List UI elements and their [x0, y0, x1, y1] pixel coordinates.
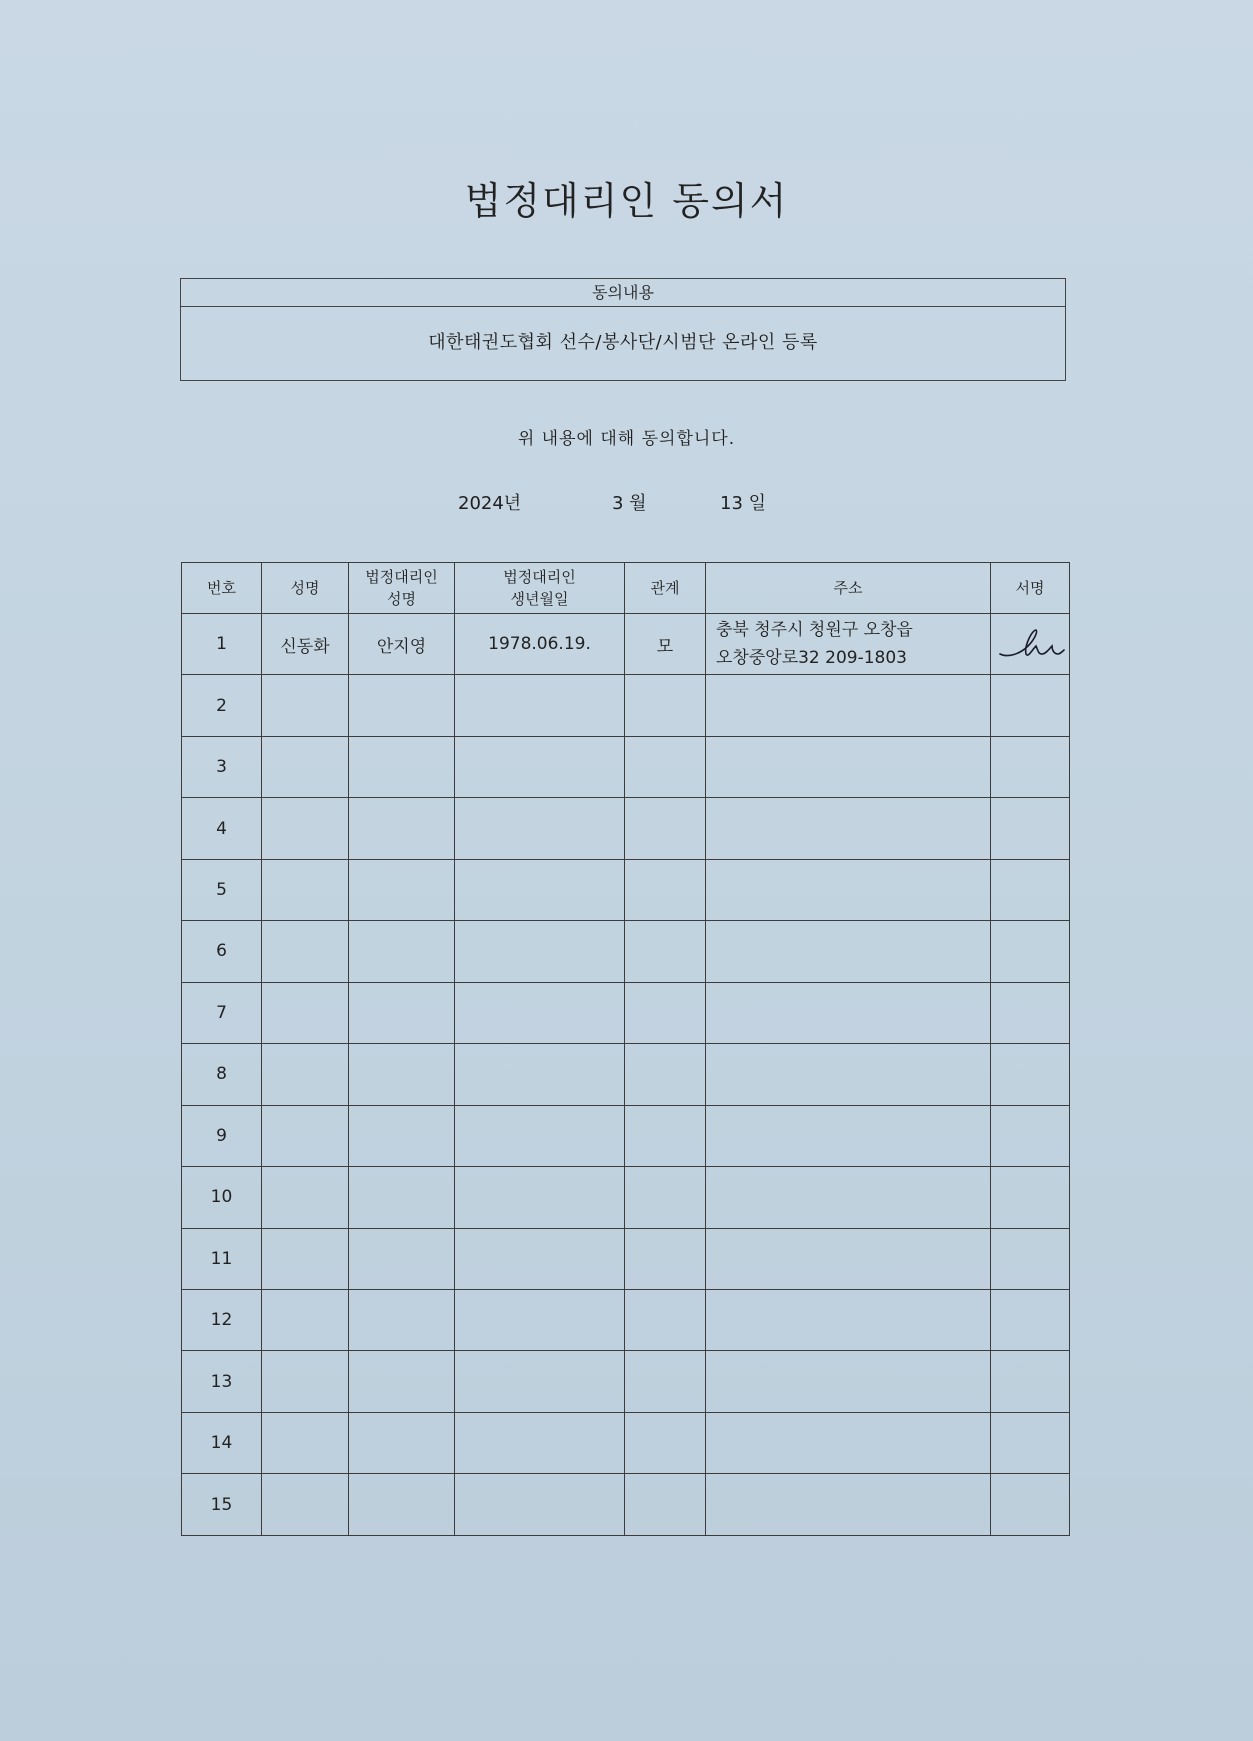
consent-content: 대한태권도협회 선수/봉사단/시범단 온라인 등록 — [428, 332, 818, 353]
col-header-guardian-birth: 법정대리인 생년월일 — [455, 563, 625, 614]
date-day: 13 일 — [720, 493, 767, 514]
table-row — [182, 921, 1070, 982]
table-header-row — [182, 563, 1070, 614]
agreement-statement: 위 내용에 대해 동의합니다. — [517, 429, 736, 449]
consent-heading: 동의내용 — [181, 279, 1065, 307]
cell-number: 13 — [182, 1351, 262, 1412]
cell-name: 신동화 — [262, 614, 349, 675]
cell-address: 충북 청주시 청원구 오창읍 오창중앙로32 209-1803 — [706, 614, 991, 675]
cell-number: 3 — [182, 736, 262, 797]
cell-guardian-birth: 1978.06.19. — [455, 614, 625, 675]
date-year: 2024년 — [458, 493, 522, 514]
col-header-name: 성명 — [262, 563, 349, 614]
cell-signature — [991, 614, 1070, 675]
cell-number: 7 — [182, 982, 262, 1043]
document-title: 법정대리인 동의서 — [464, 179, 789, 223]
col-header-number: 번호 — [182, 563, 262, 614]
table-row — [182, 1228, 1070, 1289]
table-row — [182, 1167, 1070, 1228]
cell-number: 14 — [182, 1412, 262, 1473]
cell-number: 12 — [182, 1289, 262, 1350]
cell-number: 10 — [182, 1167, 262, 1228]
col-header-address: 주소 — [706, 563, 991, 614]
cell-number: 2 — [182, 675, 262, 736]
consent-box — [180, 278, 1066, 381]
table-row — [182, 1474, 1070, 1536]
table-row — [182, 675, 1070, 736]
cell-number: 15 — [182, 1474, 262, 1536]
col-header-signature: 서명 — [991, 563, 1070, 614]
cell-guardian-name: 안지영 — [349, 614, 455, 675]
cell-number: 8 — [182, 1044, 262, 1105]
table-row — [182, 1289, 1070, 1350]
table-row — [182, 614, 1070, 675]
col-header-guardian-name: 법정대리인 성명 — [349, 563, 455, 614]
cell-relation: 모 — [625, 614, 706, 675]
cell-number: 5 — [182, 859, 262, 920]
cell-number: 11 — [182, 1228, 262, 1289]
table-row — [182, 859, 1070, 920]
registration-table — [181, 562, 1070, 1536]
table-row — [182, 798, 1070, 859]
table-row — [182, 1105, 1070, 1166]
col-header-relation: 관계 — [625, 563, 706, 614]
table-row — [182, 1044, 1070, 1105]
cell-number: 6 — [182, 921, 262, 982]
table-row — [182, 1351, 1070, 1412]
cell-number: 9 — [182, 1105, 262, 1166]
cell-number: 1 — [182, 614, 262, 675]
date-month: 3 월 — [612, 493, 647, 514]
cell-number: 4 — [182, 798, 262, 859]
signature-image — [994, 624, 1066, 664]
table-row — [182, 736, 1070, 797]
table-row — [182, 982, 1070, 1043]
table-row — [182, 1412, 1070, 1473]
